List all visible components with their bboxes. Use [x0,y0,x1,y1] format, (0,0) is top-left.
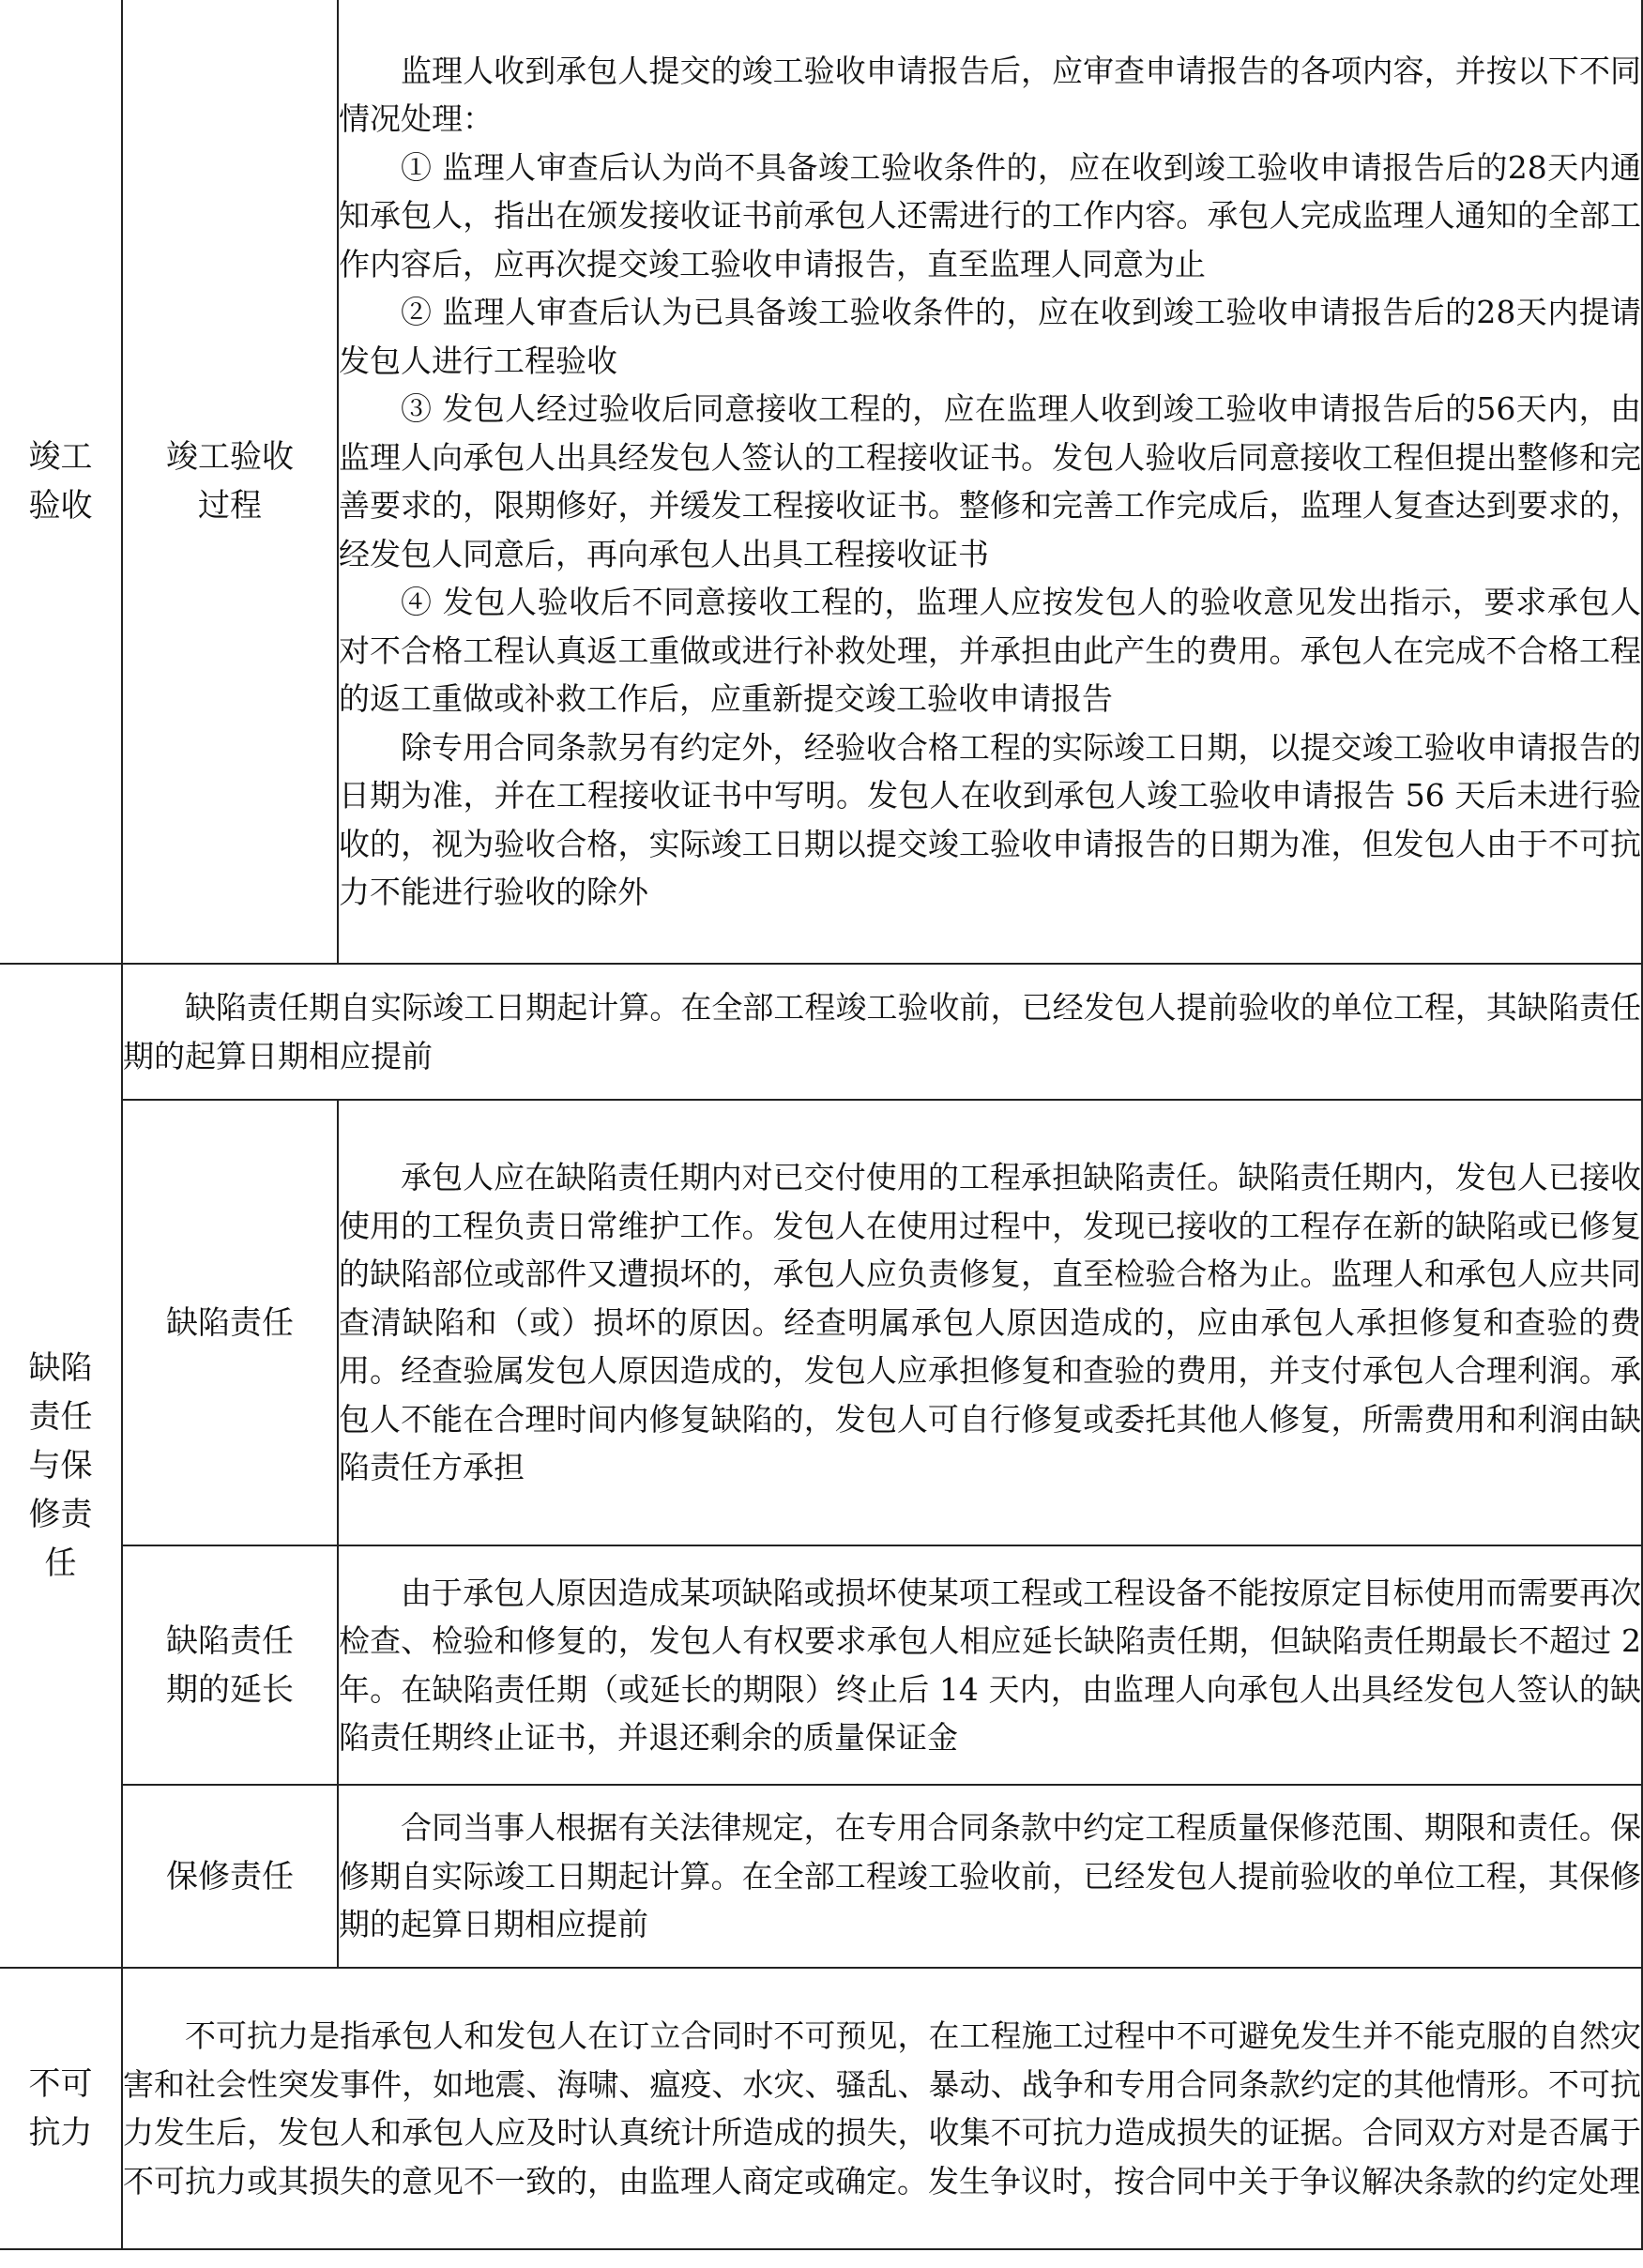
row-defect-liability [0,1100,1642,1545]
warranty-content [338,1785,1642,1968]
paragraph: ② 监理人审查后认为已具备竣工验收条件的，应在收到竣工验收申请报告后的28天内提请发包人进行工程验收 [339,294,1641,379]
paragraph: 由于承包人原因造成某项缺陷或损坏使某项工程或工程设备不能按原定目标使用而需要再次检查、检验和修复的，发包人有权要求承包人相应延长缺陷责任期，但缺陷责任期最长不超过 2 年。在缺陷责任期（或延长的期限）终止后 14 天内，由监理人向承包人出具经发包人签认的缺陷责任期终止证书，并退还剩余的质量保证金 [339,1574,1641,1756]
subsection-acceptance-process: 竣工验收过程 [122,0,338,964]
paragraph: 缺陷责任期自实际竣工日期起计算。在全部工程竣工验收前，已经发包人提前验收的单位工程，其缺陷责任期的起算日期相应提前 [123,989,1641,1074]
paragraph: 监理人收到承包人提交的竣工验收申请报告后，应审查申请报告的各项内容，并按以下不同情况处理： [339,52,1641,137]
defect-period-intro [122,964,1642,1100]
row-force-majeure [0,1968,1642,2249]
force-majeure-content [122,1968,1642,2249]
subsection-defect-liability: 缺陷责任 [122,1100,338,1545]
paragraph: ① 监理人审查后认为尚不具备竣工验收条件的，应在收到竣工验收申请报告后的28天内通知承包人，指出在颁发接收证书前承包人还需进行的工作内容。承包人完成监理人通知的全部工作内容后，应再次提交竣工验收申请报告，直至监理人同意为止 [339,148,1641,282]
subsection-defect-extension: 缺陷责任期的延长 [122,1545,338,1785]
category-force-majeure: 不可抗力 [0,1968,122,2249]
acceptance-process-content [338,0,1642,964]
subsection-warranty: 保修责任 [122,1785,338,1968]
row-warranty [0,1785,1642,1968]
defect-liability-content [338,1100,1642,1545]
paragraph: 合同当事人根据有关法律规定，在专用合同条款中约定工程质量保修范围、期限和责任。保修期自实际竣工日期起计算。在全部工程竣工验收前，已经发包人提前验收的单位工程，其保修期的起算日期相应提前 [339,1809,1641,1943]
defect-extension-content [338,1545,1642,1785]
paragraph: ③ 发包人经过验收后同意接收工程的，应在监理人收到竣工验收申请报告后的56天内，由监理人向承包人出具经发包人签认的工程接收证书。发包人验收后同意接收工程但提出整修和完善要求的，限期修好，并缓发工程接收证书。整修和完善工作完成后，监理人复查达到要求的，经发包人同意后，再向承包人出具工程接收证书 [339,390,1641,572]
row-completion-acceptance [0,0,1642,964]
category-completion-acceptance: 竣工验收 [0,0,122,964]
category-defect-and-warranty: 缺陷责任与保修责任 [0,964,122,1968]
paragraph: ④ 发包人验收后不同意接收工程的，监理人应按发包人的验收意见发出指示，要求承包人对不合格工程认真返工重做或进行补救处理，并承担由此产生的费用。承包人在完成不合格工程的返工重做或补救工作后，应重新提交竣工验收申请报告 [339,584,1641,717]
paragraph: 除专用合同条款另有约定外，经验收合格工程的实际竣工日期，以提交竣工验收申请报告的日期为准，并在工程接收证书中写明。发包人在收到承包人竣工验收申请报告 56 天后未进行验收的，视为验收合格，实际竣工日期以提交竣工验收申请报告的日期为准，但发包人由于不可抗力不能进行验收的除外 [339,728,1641,910]
row-defect-extension [0,1545,1642,1785]
row-defect-intro [0,964,1642,1100]
paragraph: 承包人应在缺陷责任期内对已交付使用的工程承担缺陷责任。缺陷责任期内，发包人已接收使用的工程负责日常维护工作。发包人在使用过程中，发现已接收的工程存在新的缺陷或已修复的缺陷部位或部件又遭损坏的，承包人应负责修复，直至检验合格为止。监理人和承包人应共同查清缺陷和（或）损坏的原因。经查明属承包人原因造成的，应由承包人承担修复和查验的费用。经查验属发包人原因造成的，发包人应承担修复和查验的费用，并支付承包人合理利润。承包人不能在合理时间内修复缺陷的，发包人可自行修复或委托其他人修复，所需费用和利润由缺陷责任方承担 [339,1159,1641,1486]
paragraph: 不可抗力是指承包人和发包人在订立合同时不可预见，在工程施工过程中不可避免发生并不能克服的自然灾害和社会性突发事件，如地震、海啸、瘟疫、水灾、骚乱、暴动、战争和专用合同条款约定的其他情形。不可抗力发生后，发包人和承包人应及时认真统计所造成的损失，收集不可抗力造成损失的证据。合同双方对是否属于不可抗力或其损失的意见不一致的，由监理人商定或确定。发生争议时，按合同中关于争议解决条款的约定处理 [123,2017,1641,2200]
